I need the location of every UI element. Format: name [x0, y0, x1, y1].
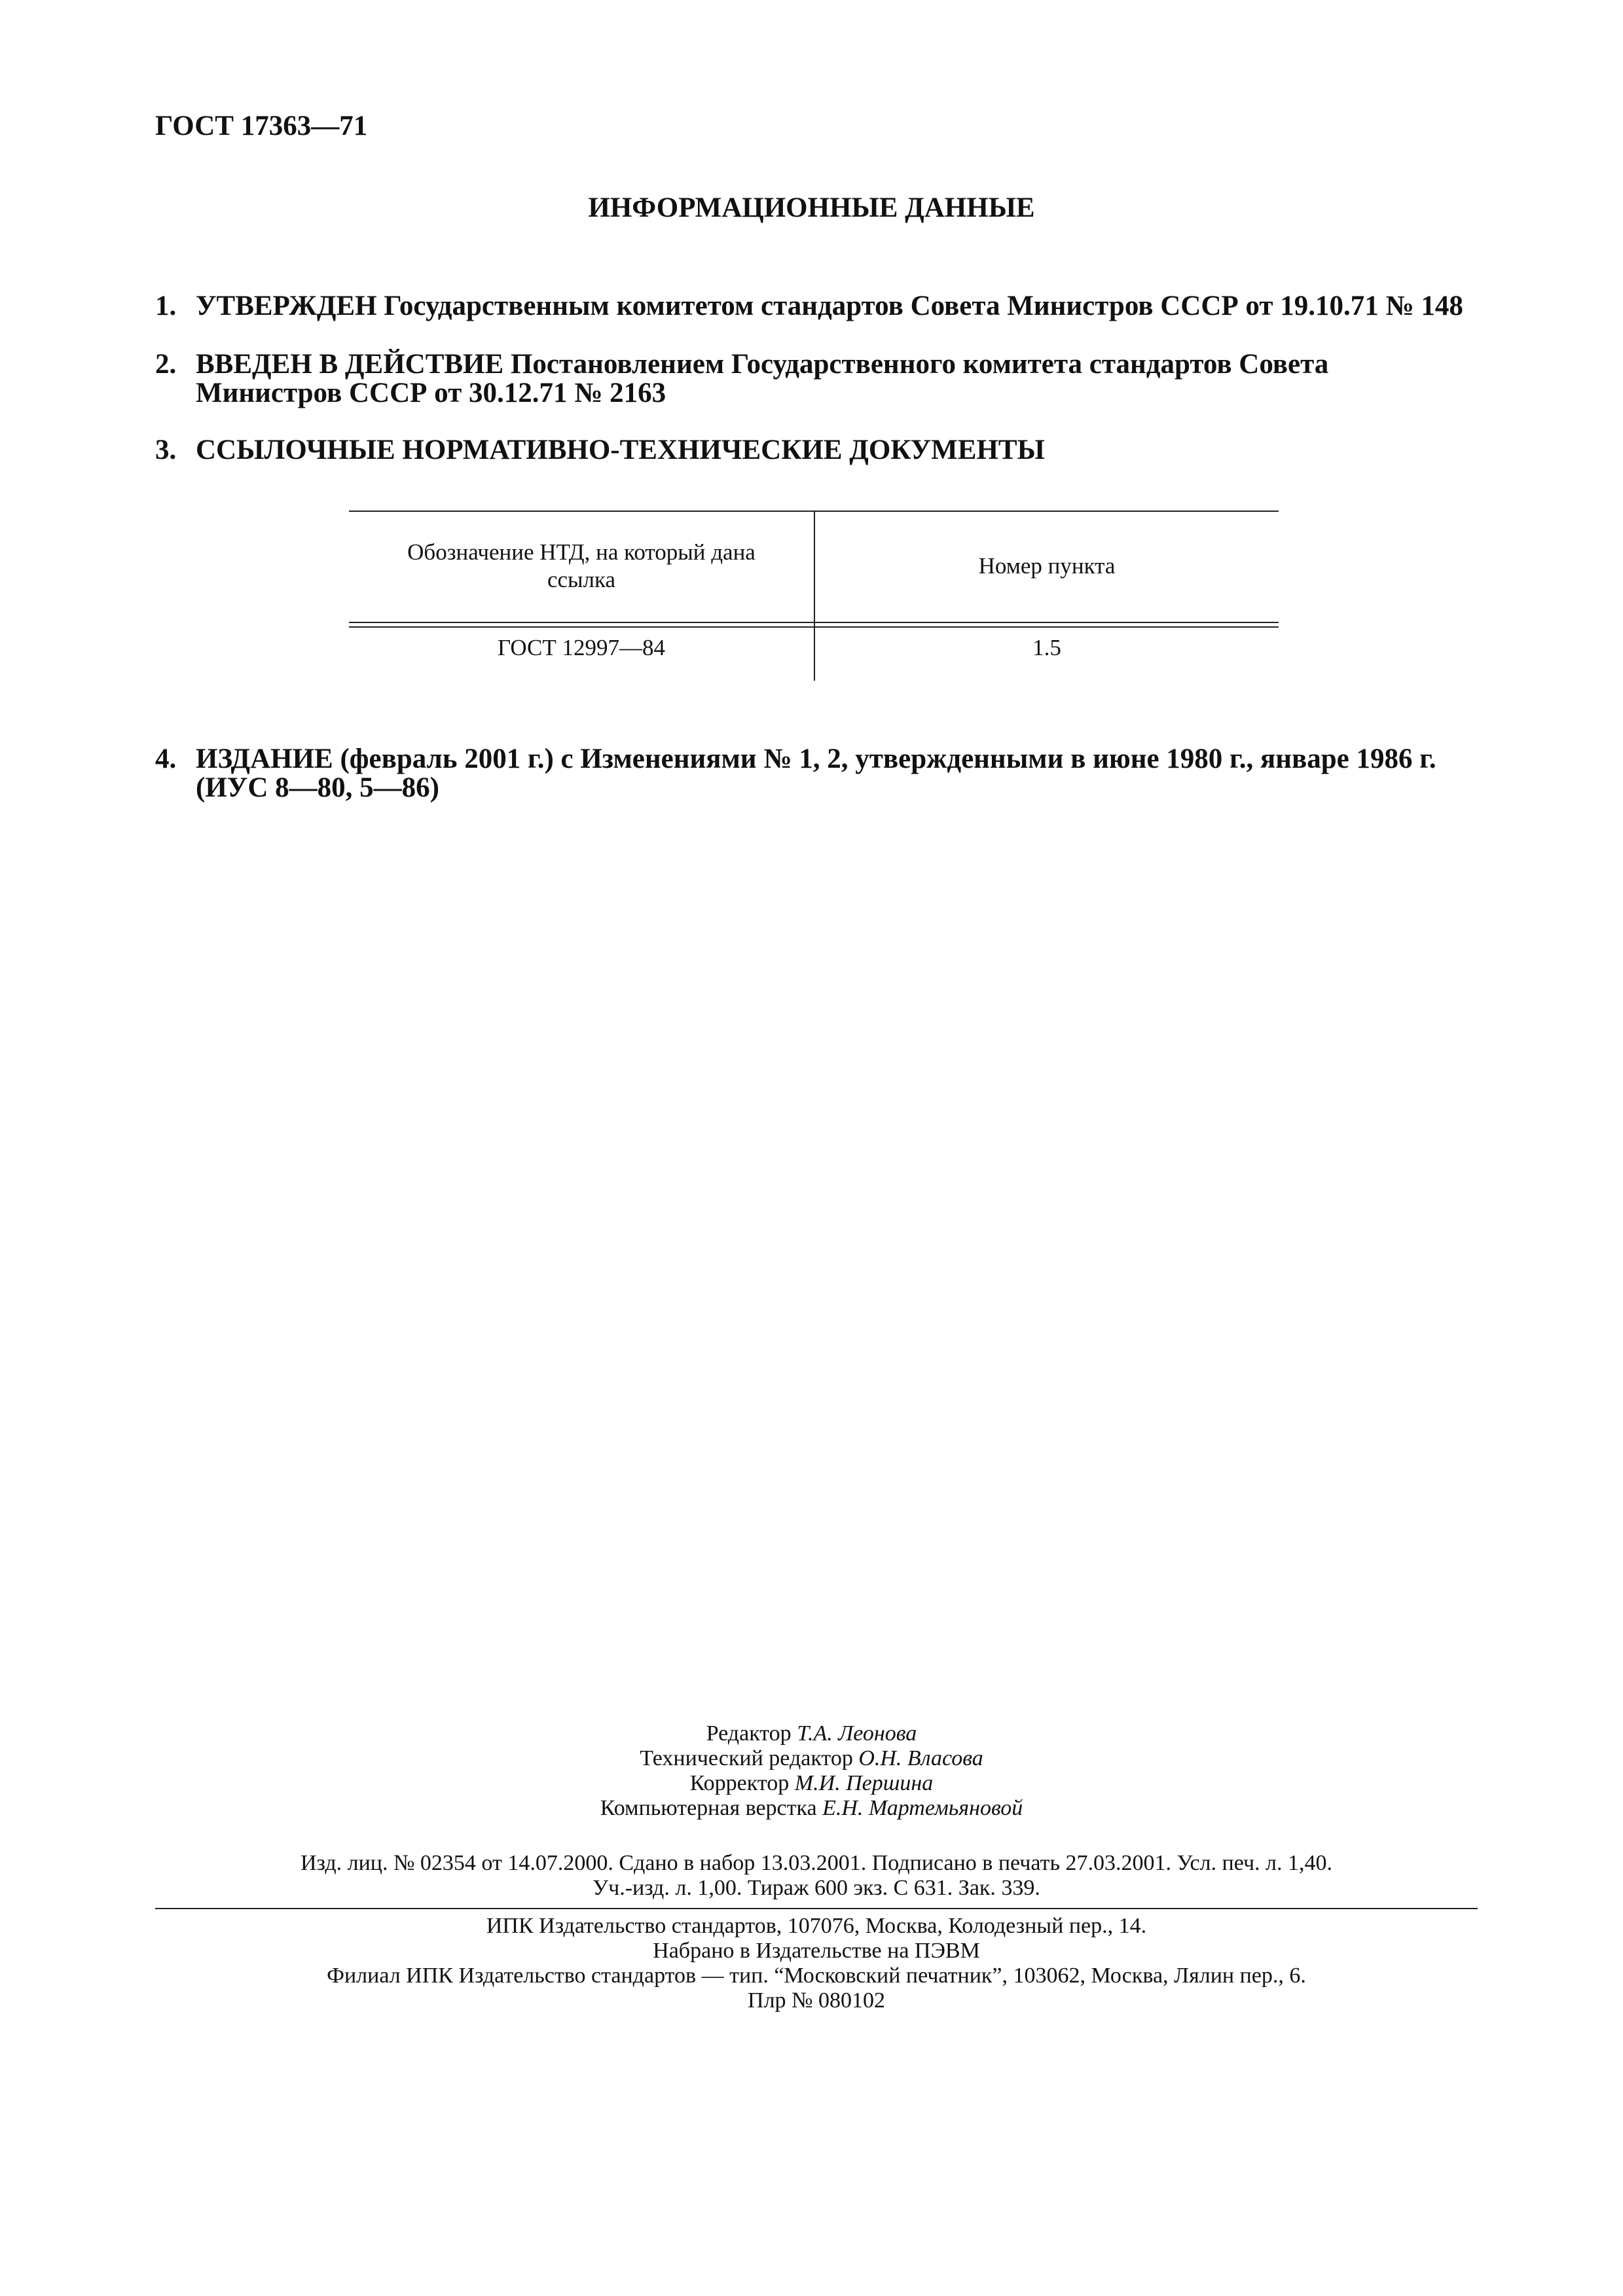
credit-proofreader — [0, 1771, 1623, 1796]
publisher-line: ИПК Издательство стандартов, 107076, Москва, Колодезный пер., 14. — [486, 1914, 1147, 1938]
credits-block — [0, 1721, 1623, 1821]
credit-role: Компьютерная верстка — [600, 1796, 823, 1820]
imprint-line: Изд. лиц. № 02354 от 14.07.2000. Сдано в набор 13.03.2001. Подписано в печать 27.03.2001. Усл. печ. л. 1,40. — [300, 1851, 1333, 1875]
item-number: 2. — [155, 349, 177, 380]
document-code: ГОСТ 17363—71 — [155, 111, 368, 141]
publisher-line: Филиал ИПК Издательство стандартов — тип. “Московский печатник”, 103062, Москва, Лялин пер., 6. — [327, 1964, 1306, 1988]
table-cell-designation: ГОСТ 12997—84 — [497, 635, 666, 660]
item-lead: УТВЕРЖДЕН — [196, 291, 377, 321]
publisher-line: Плр № 080102 — [748, 1988, 885, 2013]
credit-name: Е.Н. Мартемьяновой — [822, 1796, 1023, 1820]
credit-tech-editor — [0, 1746, 1623, 1771]
item-text: Государственным комитетом стандартов Совета Министров СССР от 19.10.71 № 148 — [376, 291, 1463, 321]
item-number: 4. — [155, 744, 177, 774]
reference-table — [349, 511, 1279, 681]
item-lead: ИЗДАНИЕ — [196, 744, 333, 774]
table-header-designation: Обозначение НТД, на который дана ссылка — [407, 539, 756, 592]
imprint-line: Уч.-изд. л. 1,00. Тираж 600 экз. С 631. Зак. 339. — [593, 1876, 1040, 1900]
item-lead: ВВЕДЕН В ДЕЙСТВИЕ — [196, 349, 504, 380]
item-number: 1. — [155, 291, 177, 321]
table-header-clause-number: Номер пункта — [978, 553, 1116, 579]
item-number: 3. — [155, 435, 177, 465]
imprint-block — [155, 1851, 1478, 1901]
credit-layout — [0, 1796, 1623, 1821]
page-title: ИНФОРМАЦИОННЫЕ ДАННЫЕ — [588, 192, 1035, 223]
publisher-block — [155, 1914, 1478, 2013]
table-cell-clause-number: 1.5 — [1032, 635, 1061, 660]
publisher-line: Набрано в Издательстве на ПЭВМ — [653, 1939, 980, 1963]
item-lead: ССЫЛОЧНЫЕ НОРМАТИВНО-ТЕХНИЧЕСКИЕ ДОКУМЕНТЫ — [196, 435, 1045, 465]
info-item-enacted — [155, 350, 1478, 408]
item-text: (февраль 2001 г.) с Изменениями № 1, 2, утвержденными в июне 1980 г., январе 1986 г. (ИУС 8—80, 5—86) — [196, 744, 1436, 803]
credit-name: М.И. Першина — [794, 1771, 934, 1795]
info-item-edition — [155, 745, 1478, 802]
info-item-references — [155, 436, 1478, 465]
credit-role: Технический редактор — [640, 1746, 859, 1770]
item-text: Постановлением Государственного комитета стандартов Совета Министров СССР от 30.12.71 № 2163 — [196, 349, 1329, 408]
credit-editor — [0, 1721, 1623, 1746]
info-item-approved — [155, 292, 1478, 321]
credit-name: Т.А. Леонова — [797, 1721, 917, 1746]
credit-name: О.Н. Власова — [858, 1746, 983, 1770]
credit-role: Редактор — [706, 1721, 797, 1746]
credit-role: Корректор — [689, 1771, 795, 1795]
imprint-divider — [155, 1908, 1478, 1909]
